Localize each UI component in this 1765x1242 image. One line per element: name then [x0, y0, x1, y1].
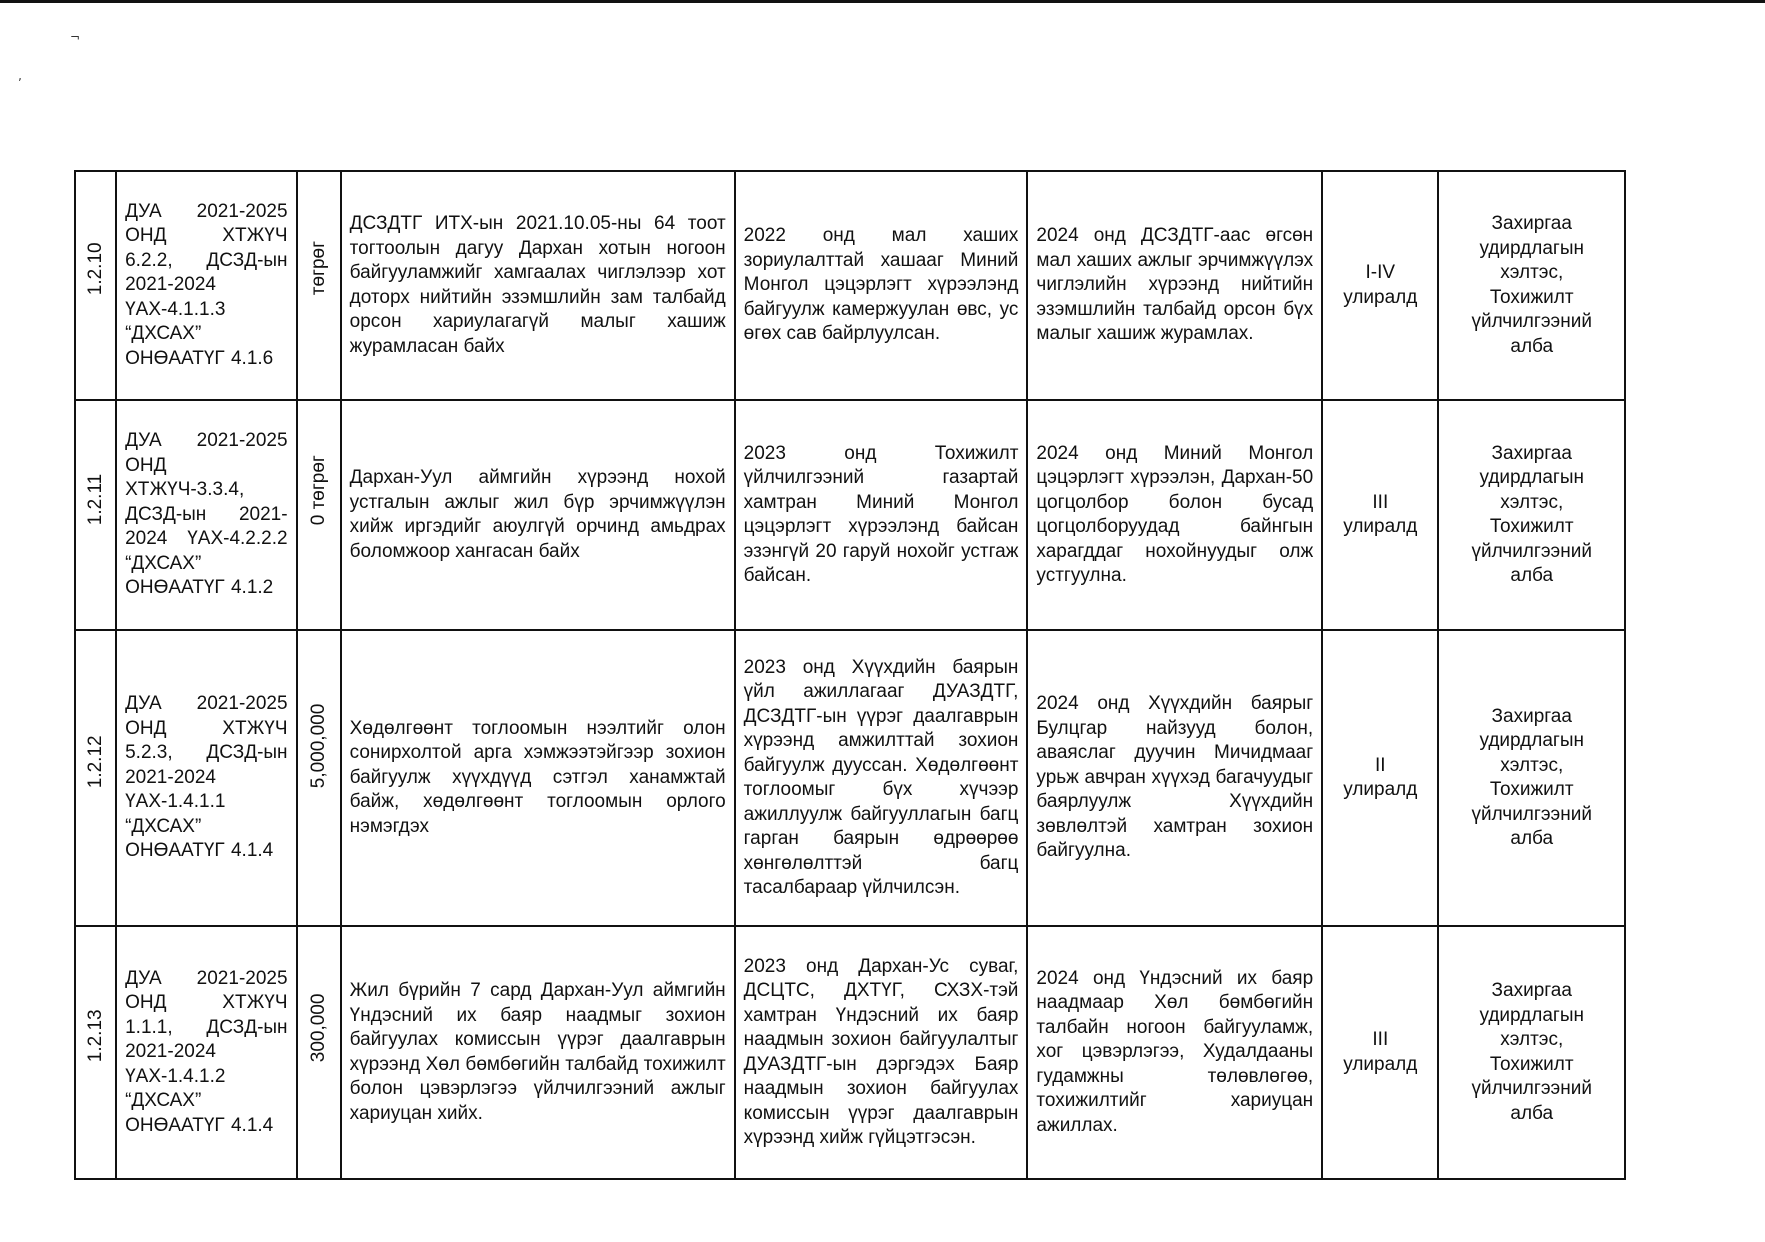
period-quarter: II	[1375, 754, 1386, 776]
row-number-cell	[75, 400, 116, 630]
goal-cell: 2024 онд Үндэсний их баяр наадмаар Хөл бөмбөгийн талбайн ногоон байгууламж, хог цэвэрлэгээ, Худалдааны гудамжны төлөвлөгөө, тохижилтийг хариуцан ажиллах.	[1027, 926, 1322, 1179]
reference-cell: ДУА 2021-2025 ОНД ХТЖҮЧ-3.3.4, ДСЗД-ын 2021-2024 ҮАХ-4.2.2.2 “ДХСАХ” ОНӨААТҮГ 4.1.2	[116, 400, 296, 630]
row-number: 1.2.10	[84, 242, 106, 296]
responsible-line: удирдлагын	[1479, 1004, 1584, 1026]
reference-cell: ДУА 2021-2025 ОНД ХТЖҮЧ 1.1.1, ДСЗД-ын 2021-2024 ҮАХ-1.4.1.2 “ДХСАХ” ОНӨААТҮГ 4.1.4	[116, 926, 296, 1179]
scan-mark: ʼ	[18, 76, 22, 90]
row-number: 1.2.13	[84, 1009, 106, 1063]
responsible-line: алба	[1510, 335, 1554, 357]
responsible-line: үйлчилгээний	[1471, 803, 1592, 825]
responsible-line: Тохижилт	[1489, 779, 1574, 800]
row-number-cell	[75, 171, 116, 400]
responsible-line: хэлтэс,	[1500, 491, 1564, 513]
goal-cell: 2024 онд Хүүхдийн баярыг Булцгар найзууд болон, аваяслаг дуучин Мичидмааг урьж авчран хүүхэд багачуудыг баярлуулж Хүүхдийн зөвлөлтэй хамтран зохион байгуулна.	[1027, 630, 1322, 926]
budget-value: 5,000,000	[307, 703, 329, 788]
progress-cell: 2023 онд Тохижилт үйлчилгээний газартай хамтран Миний Монгол цэцэрлэгт хүрээлэнд байсан эзэнгүй 20 гаруй нохойг устгаж байсан.	[735, 400, 1028, 630]
table-row	[75, 926, 1625, 1179]
table-row	[75, 630, 1625, 926]
responsible-line: удирдлагын	[1479, 237, 1584, 259]
responsible-line: Захиргаа	[1491, 980, 1572, 1001]
task-cell: ДСЗДТГ ИТХ-ын 2021.10.05-ны 64 тоот тогтоолын дагуу Дархан хотын ногоон байгууламжийг хамгаалах чиглэлээр хот доторх нийтийн эзэмшлийн зам талбайд орсон хариулагагүй малыг хашиж журамласан байх	[341, 171, 735, 400]
period-quarter: III	[1372, 1029, 1389, 1050]
task-cell: Дархан-Уул аймгийн хүрээнд нохой устгалын ажлыг жил бүр эрчимжүүлэн хийж иргэдийг аюулгүй орчинд амьдрах боломжоор хангасан байх	[341, 400, 735, 630]
budget-cell	[297, 630, 341, 926]
budget-value: төгрөг	[307, 241, 329, 296]
responsible-line: Тохижилт	[1489, 516, 1574, 537]
responsible-line: хэлтэс,	[1500, 262, 1564, 283]
budget-value: 0 төгрөг	[307, 454, 329, 525]
goal-cell: 2024 онд Миний Монгол цэцэрлэгт хүрээлэн, Дархан-50 цогцолбор болон бусад цогцолборуудад байнгын харагддаг нохойнуудыг олж устгуулна.	[1027, 400, 1322, 630]
responsible-cell	[1438, 926, 1625, 1179]
reference-cell: ДУА 2021-2025 ОНД ХТЖҮЧ 5.2.3, ДСЗД-ын 2021-2024 ҮАХ-1.4.1.1 “ДХСАХ” ОНӨААТҮГ 4.1.4	[116, 630, 296, 926]
task-cell: Хөдөлгөөнт тоглоомын нээлтийг олон сонирхолтой арга хэмжээтэйгээр зохион байгуулж хүүхдүүд сэтгэл ханамжтай байж, хөдөлгөөнт тоглоомын орлого нэмэгдэх	[341, 630, 735, 926]
progress-cell: 2023 онд Хүүхдийн баярын үйл ажиллагааг ДУАЗДТГ, ДСЗДТГ-ын үүрэг даалгаврын хүрээнд амжилттай зохион байгуулж дууссан. Хөдөлгөөнт тоглоомыг бүх хүчээр ажиллуулж байгууллагын багц гарган баярын өдрөөрөө хөнгөлөлттэй багц тасалбараар үйлчилсэн.	[735, 630, 1028, 926]
goal-cell: 2024 онд ДСЗДТГ-аас өгсөн мал хашиx ажлыг эрчимжүүлэх чиглэлийн хүрээнд нийтийн эзэмшлийн талбайд орсон бүх малыг хашиж журамлах.	[1027, 171, 1322, 400]
task-cell: Жил бүрийн 7 сард Дархан-Уул аймгийн Үндэсний их баяр наадмыг зохион байгуулах комиссын үүрэг даалгаврын хүрээнд Хөл бөмбөгийн талбайд тохижилт болон цэвэрлэгээ үйлчилгээний ажлыг хариуцан хийх.	[341, 926, 735, 1179]
responsible-line: Захиргаа	[1491, 442, 1572, 464]
row-number: 1.2.12	[84, 735, 106, 788]
budget-cell	[297, 926, 341, 1179]
responsible-line: Захиргаа	[1491, 705, 1572, 727]
row-number-cell	[75, 926, 116, 1179]
progress-cell: 2023 онд Дархан-Ус суваг, ДСЦТС, ДХТҮГ, СХЗХ-тэй хамтран Үндэсний их баяр наадмын зохион байгуулалтыг ДУАЗДТГ-ын дэргэдэх Баяр наадмын зохион байгуулах комиссын үүрэг даалгаврын хүрээнд хийж гүйцэтгэсэн.	[735, 926, 1028, 1179]
period-quarter: III	[1372, 491, 1389, 513]
responsible-line: Тохижилт	[1489, 286, 1574, 308]
responsible-line: Захиргаа	[1491, 213, 1572, 234]
responsible-cell	[1438, 630, 1625, 926]
responsible-line: Тохижилт	[1489, 1053, 1574, 1075]
budget-cell	[297, 400, 341, 630]
action-plan-table	[74, 170, 1626, 1180]
responsible-line: удирдлагын	[1479, 467, 1584, 488]
reference-cell: ДУА 2021-2025 ОНД ХТЖҮЧ 6.2.2, ДСЗД-ын 2021-2024 ҮАХ-4.1.1.3 “ДХСАХ” ОНӨААТҮГ 4.1.6	[116, 171, 296, 400]
responsible-line: үйлчилгээний	[1471, 1078, 1592, 1099]
top-border-line	[0, 0, 1765, 3]
responsible-line: үйлчилгээний	[1471, 311, 1592, 332]
responsible-line: алба	[1510, 828, 1554, 849]
responsible-line: үйлчилгээний	[1471, 540, 1592, 562]
row-number-cell	[75, 630, 116, 926]
period-cell	[1322, 630, 1438, 926]
period-unit: улиралд	[1343, 516, 1418, 537]
period-unit: улиралд	[1343, 779, 1418, 800]
table-row	[75, 400, 1625, 630]
period-cell	[1322, 400, 1438, 630]
table-row	[75, 171, 1625, 400]
period-cell	[1322, 171, 1438, 400]
responsible-cell	[1438, 400, 1625, 630]
period-quarter: I-IV	[1365, 262, 1396, 283]
responsible-cell	[1438, 171, 1625, 400]
row-number: 1.2.11	[84, 473, 106, 525]
period-unit: улиралд	[1343, 1053, 1418, 1075]
responsible-line: удирдлагын	[1479, 730, 1584, 751]
budget-value: 300,000	[307, 993, 329, 1063]
progress-cell: 2022 онд мал хашиx зориулалттай хашааг Миний Монгол цэцэрлэгт хүрээлэнд байгуулж камержуулан өвс, ус өгөх сав байрлуулсан.	[735, 171, 1028, 400]
budget-cell	[297, 171, 341, 400]
period-unit: улиралд	[1343, 286, 1418, 308]
responsible-line: алба	[1510, 565, 1554, 586]
responsible-line: хэлтэс,	[1500, 754, 1564, 776]
responsible-line: алба	[1510, 1102, 1554, 1124]
responsible-line: хэлтэс,	[1500, 1029, 1564, 1050]
scan-mark: ¬	[70, 30, 81, 44]
period-cell	[1322, 926, 1438, 1179]
